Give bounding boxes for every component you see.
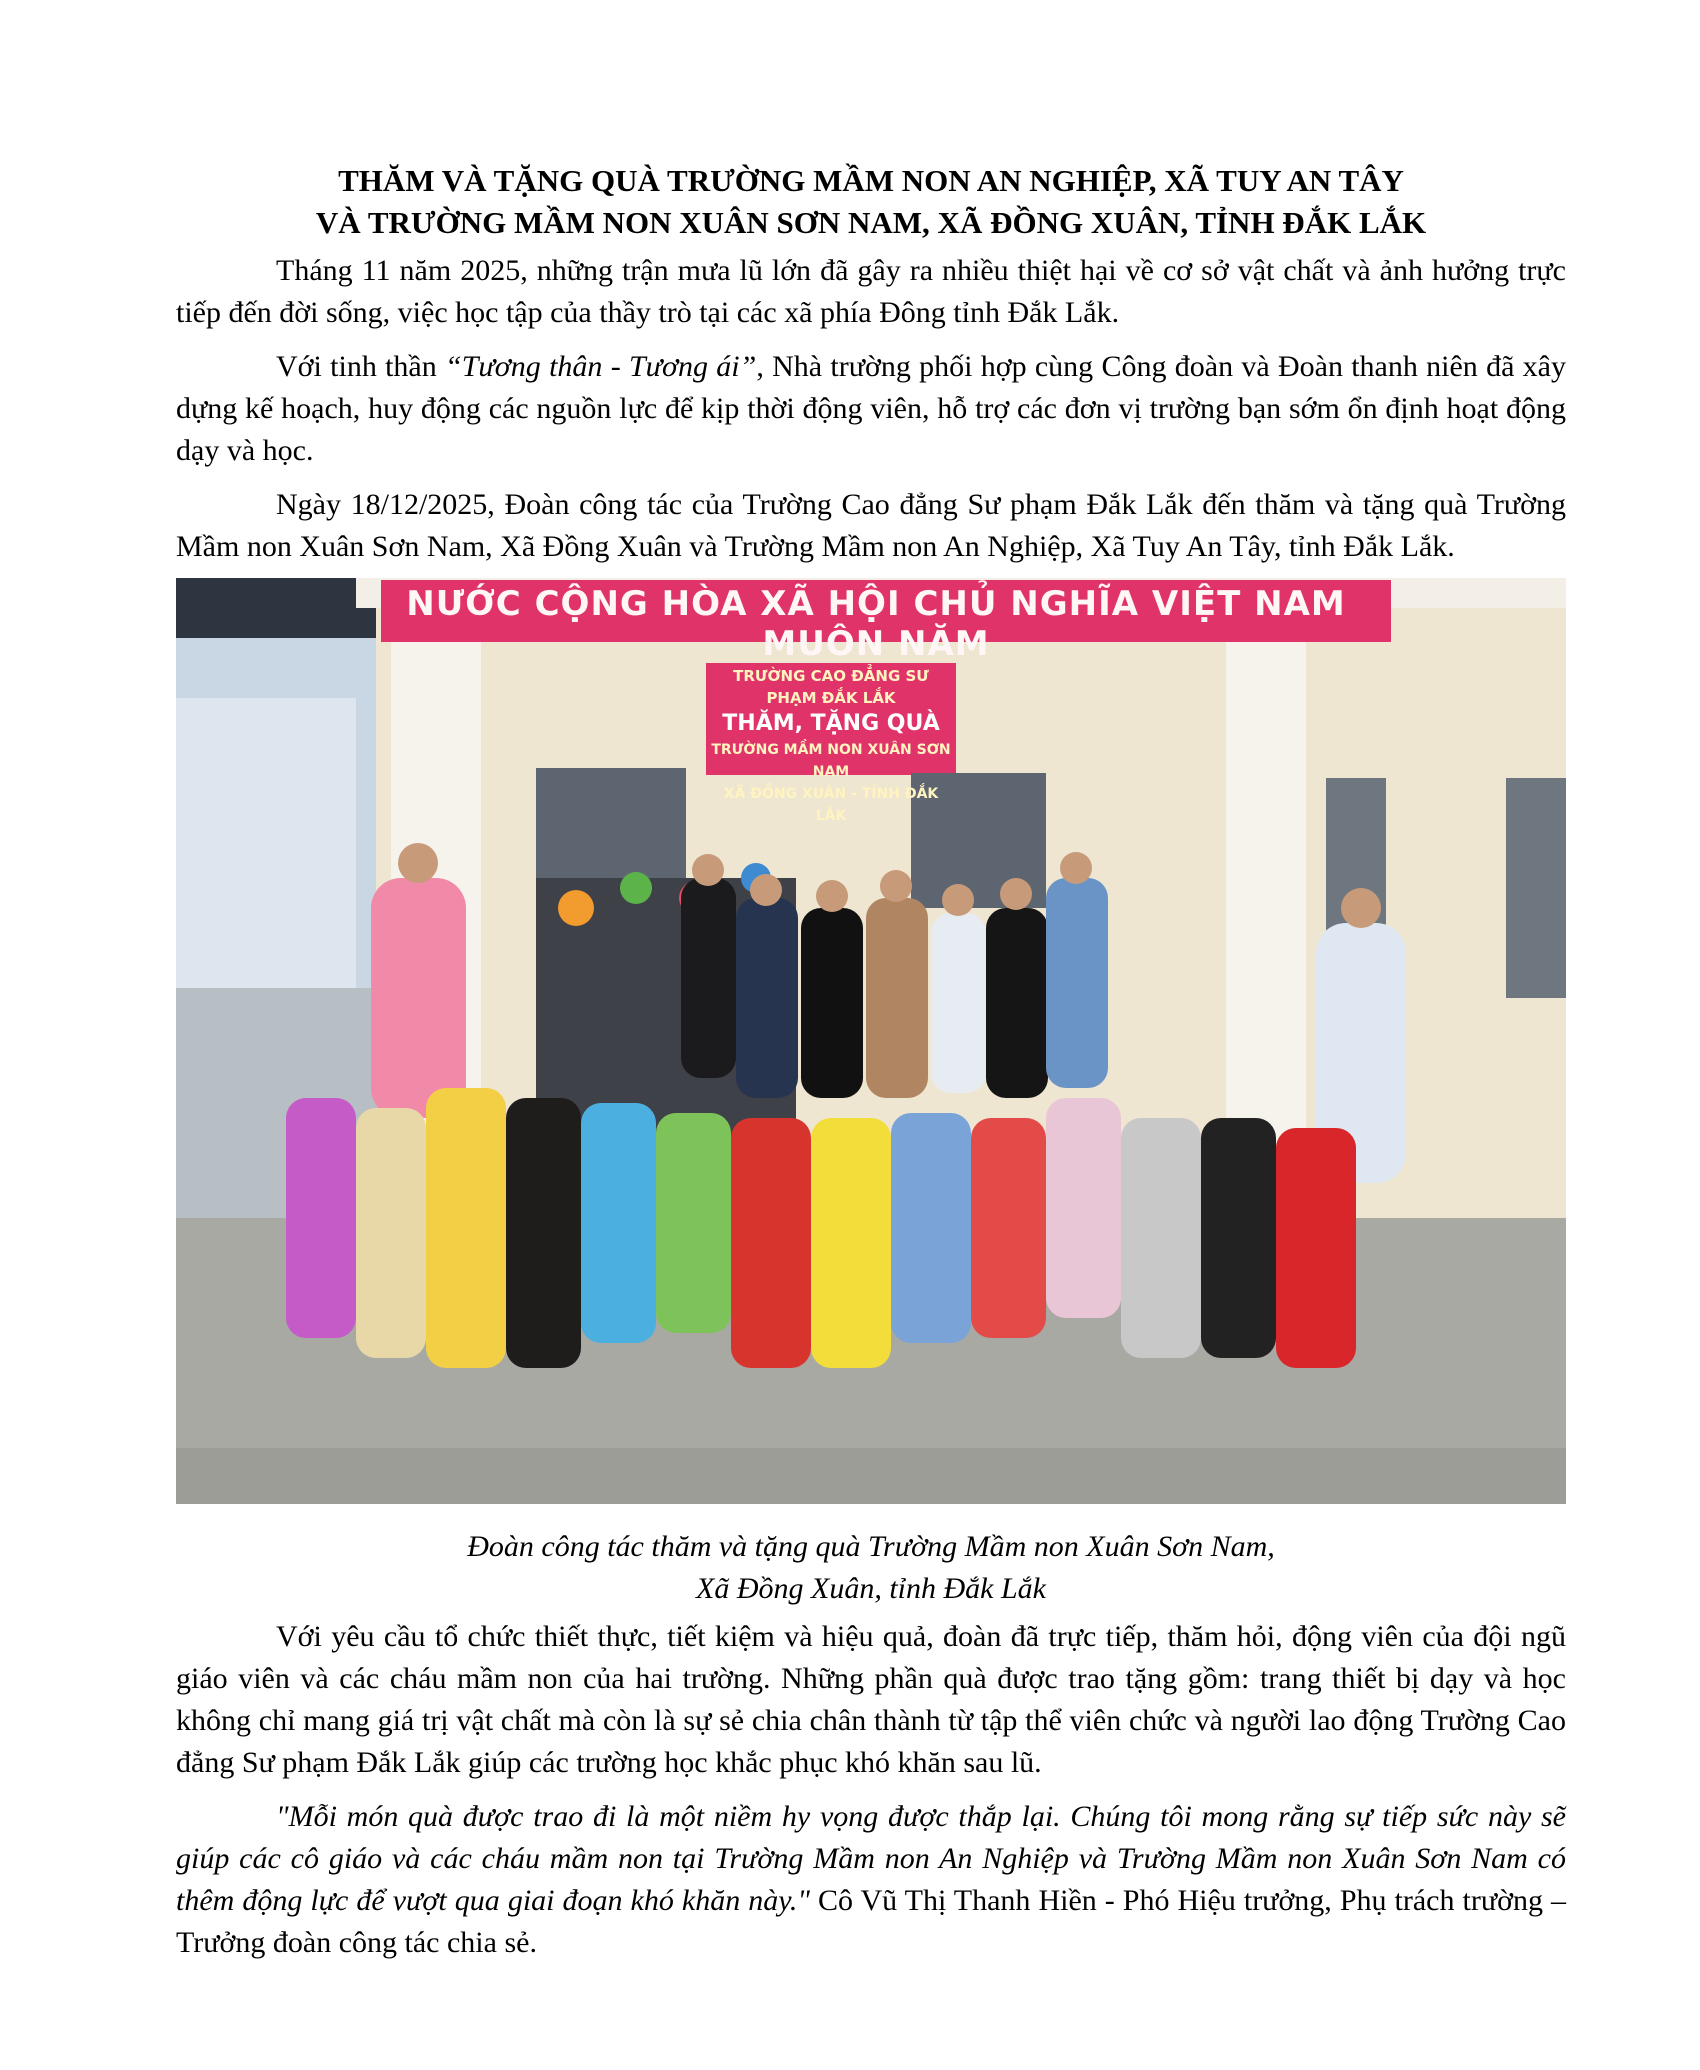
caption-line-2: Xã Đồng Xuân, tỉnh Đắk Lắk xyxy=(696,1572,1046,1605)
document-title xyxy=(176,160,1566,244)
paragraph-visit-date: Ngày 18/12/2025, Đoàn công tác của Trường Cao đẳng Sư phạm Đắk Lắk đến thăm và tặng quà Trường Mầm non Xuân Sơn Nam, Xã Đồng Xuân và Trường Mầm non An Nghiệp, Xã Tuy An Tây, tỉnh Đắk Lắk. xyxy=(176,488,1566,563)
photo-caption xyxy=(176,1526,1566,1610)
paragraph-spirit xyxy=(176,346,1566,472)
photo-banner-top: NƯỚC CỘNG HÒA XÃ HỘI CHỦ NGHĨA VIỆT NAM MUÔN NĂM xyxy=(406,584,1346,664)
paragraph-spirit-prefix: Với tinh thần xyxy=(276,350,446,383)
paragraph-spirit-suffix: , Nhà trường phối hợp cùng Công đoàn và Đoàn thanh niên đã xây dựng kế hoạch, huy động các nguồn lực để kịp thời động viên, hỗ trợ các đơn vị trường bạn sớm ổn định hoạt động dạy và học. xyxy=(176,350,1567,467)
photo-banner-line-3: TRƯỜNG MẦM NON XUÂN SƠN NAM xyxy=(711,742,951,780)
paragraph-spirit-motto: “Tương thân - Tương ái” xyxy=(445,350,757,383)
title-line-1: THĂM VÀ TẶNG QUÀ TRƯỜNG MẦM NON AN NGHIỆP, XÃ TUY AN TÂY xyxy=(338,163,1404,198)
title-line-2: VÀ TRƯỜNG MẦM NON XUÂN SƠN NAM, XÃ ĐỒNG XUÂN, TỈNH ĐẮK LẮK xyxy=(315,205,1427,240)
quote-text: "Mỗi món quà được trao đi là một niềm hy vọng được thắp lại. Chúng tôi mong rằng sự tiếp sức này sẽ giúp các cô giáo và các cháu mầm non tại Trường Mầm non An Nghiệp và Trường Mầm non Xuân Sơn Nam có thêm động lực để vượt qua giai đoạn khó khăn này." xyxy=(176,1800,1566,1917)
children-figures xyxy=(286,1088,1356,1368)
document-page xyxy=(176,160,1566,1964)
photo-banner-line-1: TRƯỜNG CAO ĐẲNG SƯ PHẠM ĐẮK LẮK xyxy=(733,667,929,707)
quote-attribution: Cô Vũ Thị Thanh Hiền - Phó Hiệu trưởng, Phụ trách trường – Trưởng đoàn công tác chia sẻ. xyxy=(176,1884,1566,1959)
paragraph-intro: Tháng 11 năm 2025, những trận mưa lũ lớn đã gây ra nhiều thiệt hại về cơ sở vật chất và ảnh hưởng trực tiếp đến đời sống, việc học tập của thầy trò tại các xã phía Đông tỉnh Đắk Lắk. xyxy=(176,254,1566,329)
paragraph-gifts: Với yêu cầu tổ chức thiết thực, tiết kiệm và hiệu quả, đoàn đã trực tiếp, thăm hỏi, động viên của đội ngũ giáo viên và các cháu mầm non của hai trường. Những phần quà được trao tặng gồm: trang thiết bị dạy và học không chỉ mang giá trị vật chất mà còn là sự sẻ chia chân thành từ tập thể viên chức và người lao động Trường Cao đẳng Sư phạm Đắk Lắk giúp các trường học khắc phục khó khăn sau lũ. xyxy=(176,1620,1566,1779)
group-photo xyxy=(176,578,1566,1504)
paragraph-quote xyxy=(176,1796,1566,1964)
photo-banner-line-2: THĂM, TẶNG QUÀ xyxy=(722,711,940,736)
photo-banner-inner xyxy=(706,665,956,827)
photo-banner-line-4: XÃ ĐỒNG XUÂN - TỈNH ĐẮK LẮK xyxy=(723,786,939,824)
caption-line-1: Đoàn công tác thăm và tặng quà Trường Mầm non Xuân Sơn Nam, xyxy=(467,1530,1275,1563)
